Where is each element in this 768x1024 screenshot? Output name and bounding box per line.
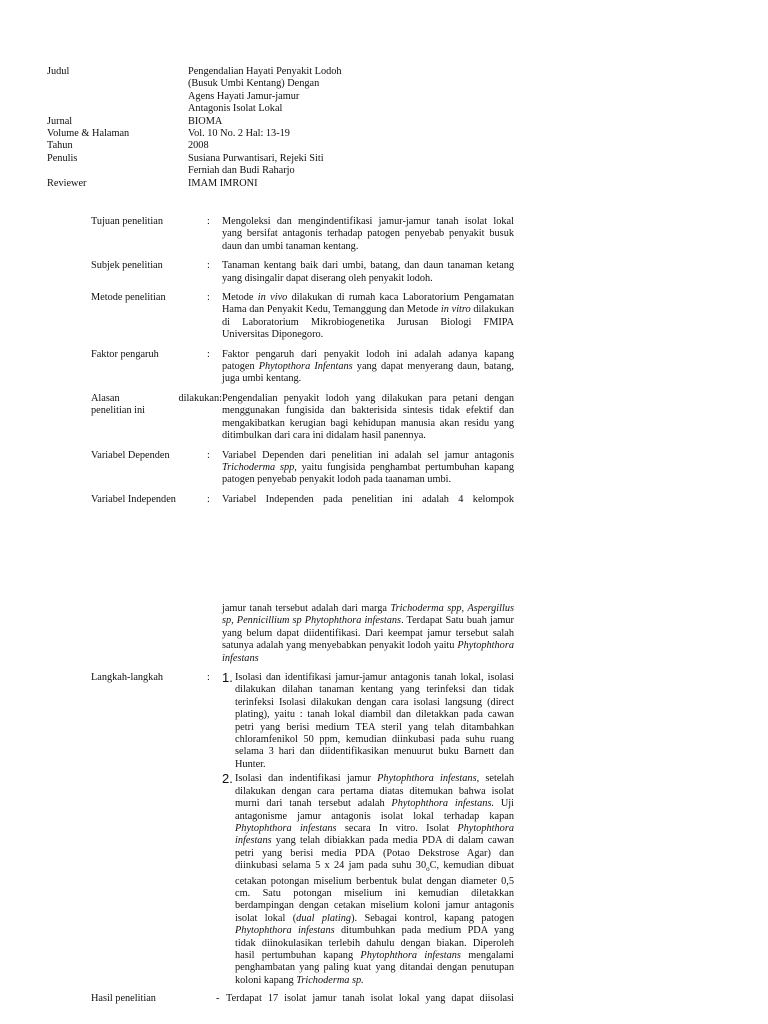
text-run: ). Sebagai kontrol, kapang patogen <box>351 912 514 924</box>
text-run: , yaitu fungisida penghambat pertumbuhan kapang patogen penyebab penyakit lodoh pada taanaman umbi. <box>222 461 514 486</box>
text-run: yang dapat menyerang daun, batang, juga umbi kentang. <box>222 361 514 385</box>
text-run: mengalami penghambatan yang paling kuat yang ditandai dengan penutupan koloni kapang <box>235 950 514 986</box>
alasan-label <box>91 393 222 443</box>
metode-text <box>222 292 514 342</box>
italic-term: Phytophthora infestans <box>235 925 335 937</box>
subjek-text: Tanaman kentang baik dari umbi, batang, dan daun tanaman ketang yang disingalir dapat diserang oleh penyakit lodoh. <box>222 260 514 284</box>
faktor-text <box>222 349 514 386</box>
judul-line: Pengendalian Hayati Penyakit Lodoh <box>188 66 342 77</box>
italic-term: Phytophthora infestans. <box>391 798 495 810</box>
separator: : <box>207 292 210 304</box>
step-item <box>222 672 514 771</box>
italic-term: Phytophthora infestans <box>235 822 514 847</box>
alasan-label-line: penelitian ini <box>91 405 146 417</box>
volume-value: Vol. 10 No. 2 Hal: 13-19 <box>188 128 290 140</box>
step-number: 1. <box>222 670 233 686</box>
separator: : <box>207 672 210 684</box>
italic-term: in vivo <box>257 292 288 304</box>
volume-label: Volume & Halaman <box>47 128 130 140</box>
meta-row-reviewer <box>47 178 388 190</box>
langkah-steps <box>222 672 514 987</box>
text-run: Alasan <box>91 392 120 404</box>
separator: : <box>207 449 210 461</box>
independen-text: Variabel Independen pada penelitian ini adalah 4 kelompok <box>222 493 514 505</box>
jurnal-label: Jurnal <box>47 115 73 127</box>
review-item-hasil <box>91 993 514 1005</box>
dash-separator: - <box>216 993 220 1005</box>
judul-line: Antagonis Isolat Lokal <box>188 103 283 115</box>
review-item-tujuan <box>91 216 514 253</box>
reviewer-label: Reviewer <box>47 177 87 189</box>
independen-continued-text <box>222 603 514 665</box>
tujuan-label: Tujuan penelitian <box>91 216 163 227</box>
text-run: yang telah dibiakkan pada media PDA di dalam cawan petri yang berisi media PDA (Potao Dekstrose Agar) dan diinkubasi selama 5 x 24 jam pada suhu 30 <box>235 835 514 872</box>
text-run: Metode <box>222 292 258 304</box>
text-run: Uji antagonisme jamur antagonis isolat lokal terhadap kapan <box>235 798 514 822</box>
dependen-label: Variabel Dependen <box>91 449 170 461</box>
review-section-bottom <box>91 603 514 1006</box>
penulis-value <box>188 153 388 178</box>
judul-value <box>188 66 388 116</box>
italic-term: Phytopthora Infentans <box>258 361 353 373</box>
alasan-text: Pengendalian penyakit lodoh yang dilakukan para petani dengan menggunakan fungisida dan bakterisida sintesis tidak efektif dan mengakibatkan kerugian bagi kehidupan manusia akan residu yang ditimbulkan dari cara ini didalam hasil panennya. <box>222 392 514 442</box>
text-run: Isolasi dan indentifikasi jamur <box>235 773 378 785</box>
separator: : <box>207 260 210 272</box>
review-item-metode <box>91 292 514 342</box>
italic-term: Phytophthora infestans <box>235 822 337 834</box>
judul-line: Agens Hayati Jamur-jamur <box>188 90 300 102</box>
meta-row-jurnal <box>47 116 388 128</box>
italic-term: Phytophthora infestans <box>377 773 477 785</box>
article-metadata <box>47 66 388 190</box>
review-item-alasan <box>91 393 514 443</box>
text-run: secara In vitro. Isolat <box>336 822 458 834</box>
tahun-label: Tahun <box>47 140 73 152</box>
step-number: 2. <box>222 771 233 787</box>
text-run: jamur tanah tersebut adalah dari marga <box>222 603 391 614</box>
italic-term: Trichoderma spp, Aspergillus sp, Pennicillium sp Phytophthora infestans <box>222 603 514 627</box>
judul-label: Judul <box>47 66 70 77</box>
separator: : <box>207 216 210 227</box>
review-item-langkah <box>91 672 514 987</box>
subjek-label: Subjek penelitian <box>91 260 163 272</box>
italic-term: in vitro <box>440 304 471 316</box>
italic-term: Phytophthora infestans <box>360 950 461 962</box>
penulis-line: Ferniah dan Budi Raharjo <box>188 165 295 177</box>
separator: : <box>207 493 210 505</box>
hasil-text: Terdapat 17 isolat jamur tanah isolat lokal yang dapat diisolasi <box>226 993 514 1005</box>
faktor-label: Faktor pengaruh <box>91 348 159 360</box>
reviewer-value: IMAM IMRONI <box>188 177 258 189</box>
meta-row-volume <box>47 128 388 140</box>
review-item-subjek <box>91 260 514 285</box>
subscript: o <box>426 865 430 874</box>
penulis-line: Susiana Purwantisari, Rejeki Siti <box>188 152 324 164</box>
text-run: , setelah dilakukan dengan cara pertama diatas ditemukan bahwa isolat murni dari tanah tersebut adalah <box>235 773 514 810</box>
step-text <box>235 773 514 987</box>
meta-row-penulis <box>47 153 388 178</box>
hasil-label: Hasil penelitian <box>91 993 156 1005</box>
meta-row-tahun <box>47 140 388 152</box>
tahun-value: 2008 <box>188 140 209 152</box>
text-run: ditumbuhkan pada medium PDA yang tidak diinokulasikan terlebih dahulu dengan biakan. Diperoleh hasil pertumbuhan kapang <box>235 925 514 962</box>
step-item <box>222 773 514 987</box>
text-run: . Terdapat Satu buah jamur yang belum dapat diidentifikasi. Dari keempat jamur tersebut salah satunya adalah yang menyebabkan penyakit lodoh yaitu <box>222 615 514 652</box>
review-item-faktor <box>91 349 514 386</box>
metode-label: Metode penelitian <box>91 292 166 304</box>
step-text: Isolasi dan identifikasi jamur-jamur antagonis tanah lokal, isolasi dilakukan dilahan tanaman kentang yang terinfeksi dan tidak terinfeksi Isolasi dilakukan dengan cara isolasi langsung (direct plating), yaitu : tanah lokal diambil dan diletakkan pada cawan petri yang berisi medium TEA steril yang telah ditambahkan chloramfenikol 50 ppm, kemudian diinkubasi pada suhu ruang selama 3 hari dan diidentifikasikan menuurut buku Barnett dan Hunter. <box>235 672 514 770</box>
jurnal-value: BIOMA <box>188 115 223 127</box>
dependen-text <box>222 450 514 487</box>
italic-term: Phytophthora infestans <box>222 640 514 664</box>
penulis-label: Penulis <box>47 152 78 164</box>
review-item-dependen <box>91 450 514 487</box>
text-run: dilakukan di Laboratorium Mikrobiogenetika Jurusan Biologi FMIPA Universitas Diponegoro. <box>222 304 514 341</box>
italic-term: Trichoderma sp. <box>296 974 364 986</box>
text-run: dilakukan: <box>178 392 222 404</box>
text-run: C, kemudian dibuat cetakan potongan miselium berbentuk bulat dengan diameter 0,5 cm. Satu potongan miselium ini kemudian diletakkan berdampingan dengan cetakan miselium koloni jamur antagonis isolat lokal ( <box>235 860 514 924</box>
italic-term: dual plating <box>296 912 352 924</box>
italic-term: Trichoderma spp <box>222 461 295 473</box>
meta-row-judul <box>47 66 388 116</box>
separator: : <box>207 348 210 360</box>
independen-label: Variabel Independen <box>91 493 176 505</box>
langkah-label: Langkah-langkah <box>91 672 164 684</box>
tujuan-text: Mengoleksi dan mengindentifikasi jamur-jamur tanah isolat lokal yang bersifat antagonis terhadap patogen penyebab penyakit busuk daun dan umbi tanaman kentang. <box>222 216 514 252</box>
text-run: dilakukan di rumah kaca Laboratorium Pengamatan Hama dan Penyakit Kedu, Temanggung dan Metode <box>222 292 515 316</box>
text-run: Variabel Dependen dari penelitian ini adalah sel jamur antagonis <box>222 449 514 461</box>
text-run: Faktor pengaruh dari penyakit lodoh ini adalah adanya kapang patogen <box>222 348 514 373</box>
judul-line: (Busuk Umbi Kentang) Dengan <box>188 78 320 90</box>
review-section-top <box>91 216 514 506</box>
review-item-independen <box>91 494 514 506</box>
alasan-label-line <box>91 393 222 405</box>
